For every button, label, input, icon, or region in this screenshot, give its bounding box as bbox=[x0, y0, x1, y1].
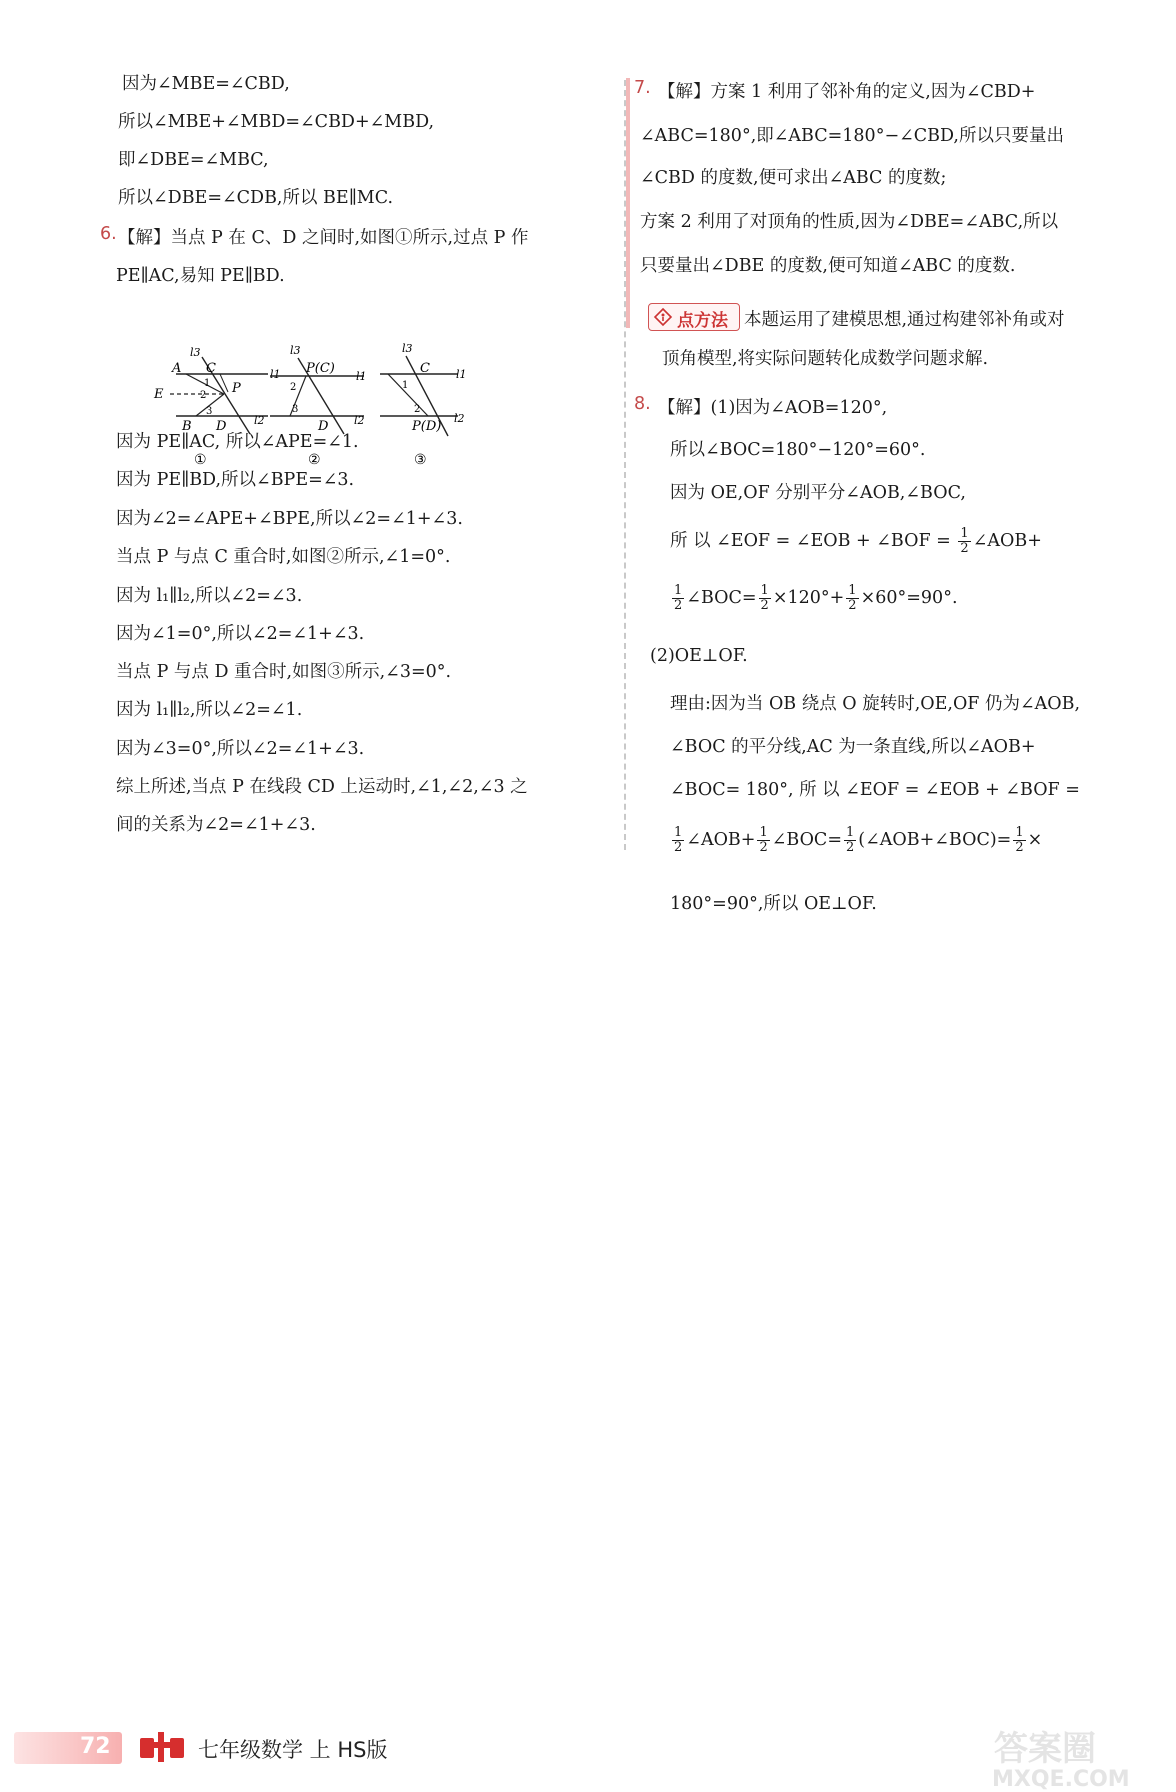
fraction bbox=[1013, 826, 1025, 855]
fraction-numerator: 1 bbox=[760, 583, 769, 598]
text-line: 即∠DBE=∠MBC, bbox=[118, 150, 269, 170]
text-line: 方案 2 利用了对顶角的性质,因为∠DBE=∠ABC,所以 bbox=[640, 212, 1059, 232]
text-line: 【解】当点 P 在 C、D 之间时,如图①所示,过点 P 作 bbox=[118, 228, 529, 248]
text-line: 所以∠MBE+∠MBD=∠CBD+∠MBD, bbox=[118, 112, 435, 132]
text-line: 因为 PE∥BD,所以∠BPE=∠3. bbox=[116, 470, 355, 490]
fig3-label: l1 bbox=[456, 368, 467, 381]
book-title: 七年级数学 上 HS版 bbox=[198, 1738, 388, 1762]
page-footer bbox=[0, 1722, 1176, 1792]
page-number: 72 bbox=[80, 1734, 111, 1759]
svg-text:MXQE.COM: MXQE.COM bbox=[992, 1767, 1130, 1792]
fig2-label: l2 bbox=[354, 414, 365, 427]
text-line: 因为 l₁∥l₂,所以∠2=∠1. bbox=[116, 700, 303, 720]
fraction-numerator: 1 bbox=[674, 825, 683, 840]
text-segment: ∠AOB+ bbox=[972, 531, 1042, 551]
fraction bbox=[672, 584, 684, 613]
text-line: 综上所述,当点 P 在线段 CD 上运动时,∠1,∠2,∠3 之 bbox=[116, 777, 528, 797]
fig1-label: B bbox=[182, 419, 192, 434]
text-line: 因为 l₁∥l₂,所以∠2=∠3. bbox=[116, 586, 303, 606]
text-segment: ×120°+ bbox=[772, 588, 845, 608]
fig3-label: C bbox=[420, 361, 430, 376]
text-line: 所以∠DBE=∠CDB,所以 BE∥MC. bbox=[118, 188, 394, 208]
fig1-label: l1 bbox=[270, 368, 281, 381]
fraction bbox=[759, 584, 771, 613]
text-line: PE∥AC,易知 PE∥BD. bbox=[116, 266, 285, 286]
fig1-label: P bbox=[232, 381, 241, 396]
fig2-label: 3 bbox=[292, 404, 299, 415]
text-segment: ×60°=90°. bbox=[860, 588, 958, 608]
text-line: 因为∠3=0°,所以∠2=∠1+∠3. bbox=[116, 739, 365, 759]
fraction-denominator: 2 bbox=[759, 840, 768, 855]
diamond-icon bbox=[653, 307, 673, 327]
fig1-label: C bbox=[206, 361, 216, 376]
method-tip-badge bbox=[648, 303, 740, 331]
fig1-label: A bbox=[172, 361, 182, 376]
fraction-denominator: 2 bbox=[674, 840, 683, 855]
fig1-label: E bbox=[154, 387, 164, 402]
text-line: ∠BOC= 180°, 所 以 ∠EOF = ∠EOB + ∠BOF = bbox=[670, 780, 1080, 800]
text-segment: × bbox=[1027, 830, 1043, 850]
fraction-numerator: 1 bbox=[845, 825, 855, 840]
problem-number: 8. bbox=[634, 394, 651, 414]
figure-caption: ② bbox=[308, 452, 321, 468]
text-line: 当点 P 与点 C 重合时,如图②所示,∠1=0°. bbox=[116, 547, 451, 567]
fraction-numerator: 1 bbox=[848, 583, 857, 598]
fraction-denominator: 2 bbox=[674, 598, 683, 613]
figure-2 bbox=[270, 344, 367, 468]
fraction-denominator: 2 bbox=[848, 598, 857, 613]
fig2-label: l1 bbox=[356, 370, 367, 383]
fig3-label: P(D) bbox=[412, 419, 442, 434]
text-line: ∠ABC=180°,即∠ABC=180°−∠CBD,所以只要量出 bbox=[640, 126, 1064, 146]
problem-number: 6. bbox=[100, 224, 117, 244]
problem-number: 7. bbox=[634, 78, 651, 98]
fig2-label: 2 bbox=[290, 382, 297, 393]
text-line: 理由:因为当 OB 绕点 O 旋转时,OE,OF 仍为∠AOB, bbox=[670, 694, 1081, 714]
fig1-label: D bbox=[216, 419, 227, 434]
text-segment: ∠BOC= bbox=[771, 830, 842, 850]
fraction bbox=[757, 826, 769, 855]
text-segment: ∠BOC= bbox=[686, 588, 757, 608]
figure-3 bbox=[380, 342, 467, 468]
figure-caption: ① bbox=[194, 452, 207, 468]
text-segment: ∠AOB+ bbox=[686, 830, 756, 850]
text-line: 因为 PE∥AC, 所以∠APE=∠1. bbox=[116, 432, 359, 452]
figure-caption: ③ bbox=[414, 452, 427, 468]
fig1-label: l3 bbox=[190, 346, 201, 359]
brand-logo-icon bbox=[138, 1728, 188, 1766]
fig3-label: 2 bbox=[414, 404, 421, 415]
text-line bbox=[670, 584, 958, 613]
text-line bbox=[670, 826, 1042, 855]
text-line: 所以∠BOC=180°−120°=60°. bbox=[670, 440, 926, 460]
fig1-label: 3 bbox=[206, 406, 213, 417]
fig2-label: l3 bbox=[290, 344, 301, 357]
tip-text: 本题运用了建模思想,通过构建邻补角或对 bbox=[744, 310, 1065, 330]
fraction-numerator: 1 bbox=[759, 825, 768, 840]
watermark-logo bbox=[990, 1722, 1170, 1792]
text-line bbox=[670, 527, 1042, 556]
watermark-text: 答案圈 bbox=[994, 1729, 1096, 1769]
fraction bbox=[846, 584, 858, 613]
column-divider-accent bbox=[626, 78, 630, 328]
text-segment: 所 以 ∠EOF = ∠EOB + ∠BOF = bbox=[670, 531, 951, 551]
fraction-numerator: 1 bbox=[960, 526, 969, 541]
text-line: 只要量出∠DBE 的度数,便可知道∠ABC 的度数. bbox=[640, 256, 1016, 276]
text-line: 因为 OE,OF 分别平分∠AOB,∠BOC, bbox=[670, 483, 966, 503]
text-line: 【解】(1)因为∠AOB=120°, bbox=[658, 398, 888, 418]
fig2-label: D bbox=[318, 419, 329, 434]
text-line: 当点 P 与点 D 重合时,如图③所示,∠3=0°. bbox=[116, 662, 452, 682]
geometry-figures bbox=[154, 342, 548, 472]
fraction bbox=[958, 527, 970, 556]
text-line: 因为∠MBE=∠CBD, bbox=[122, 74, 290, 94]
fig2-label: P(C) bbox=[306, 361, 335, 376]
fraction bbox=[844, 826, 856, 855]
text-line: ∠CBD 的度数,便可求出∠ABC 的度数; bbox=[640, 168, 947, 188]
fraction-denominator: 2 bbox=[845, 840, 855, 855]
text-segment: (∠AOB+∠BOC)= bbox=[858, 830, 1012, 850]
fraction bbox=[672, 826, 684, 855]
fig3-label: l2 bbox=[454, 412, 465, 425]
fraction-denominator: 2 bbox=[960, 541, 969, 556]
fraction-denominator: 2 bbox=[1015, 840, 1024, 855]
figure-1 bbox=[153, 346, 281, 468]
text-line: 因为∠1=0°,所以∠2=∠1+∠3. bbox=[116, 624, 365, 644]
fig1-label: l2 bbox=[254, 414, 265, 427]
fig3-label: l3 bbox=[402, 342, 413, 355]
tip-label: 点方法 bbox=[677, 311, 728, 331]
fraction-denominator: 2 bbox=[760, 598, 769, 613]
text-line: 因为∠2=∠APE+∠BPE,所以∠2=∠1+∠3. bbox=[116, 509, 463, 529]
fraction-numerator: 1 bbox=[674, 583, 683, 598]
fraction-numerator: 1 bbox=[1015, 825, 1024, 840]
text-line: (2)OE⊥OF. bbox=[650, 646, 748, 666]
tip-text: 顶角模型,将实际问题转化成数学问题求解. bbox=[662, 349, 989, 369]
fig1-label: 2 bbox=[200, 390, 207, 401]
text-line: ∠BOC 的平分线,AC 为一条直线,所以∠AOB+ bbox=[670, 737, 1036, 757]
text-line: 间的关系为∠2=∠1+∠3. bbox=[116, 815, 316, 835]
fig3-label: 1 bbox=[402, 380, 409, 391]
fig1-label: 1 bbox=[204, 378, 211, 389]
text-line: 180°=90°,所以 OE⊥OF. bbox=[670, 894, 877, 914]
text-line: 【解】方案 1 利用了邻补角的定义,因为∠CBD+ bbox=[658, 82, 1036, 102]
